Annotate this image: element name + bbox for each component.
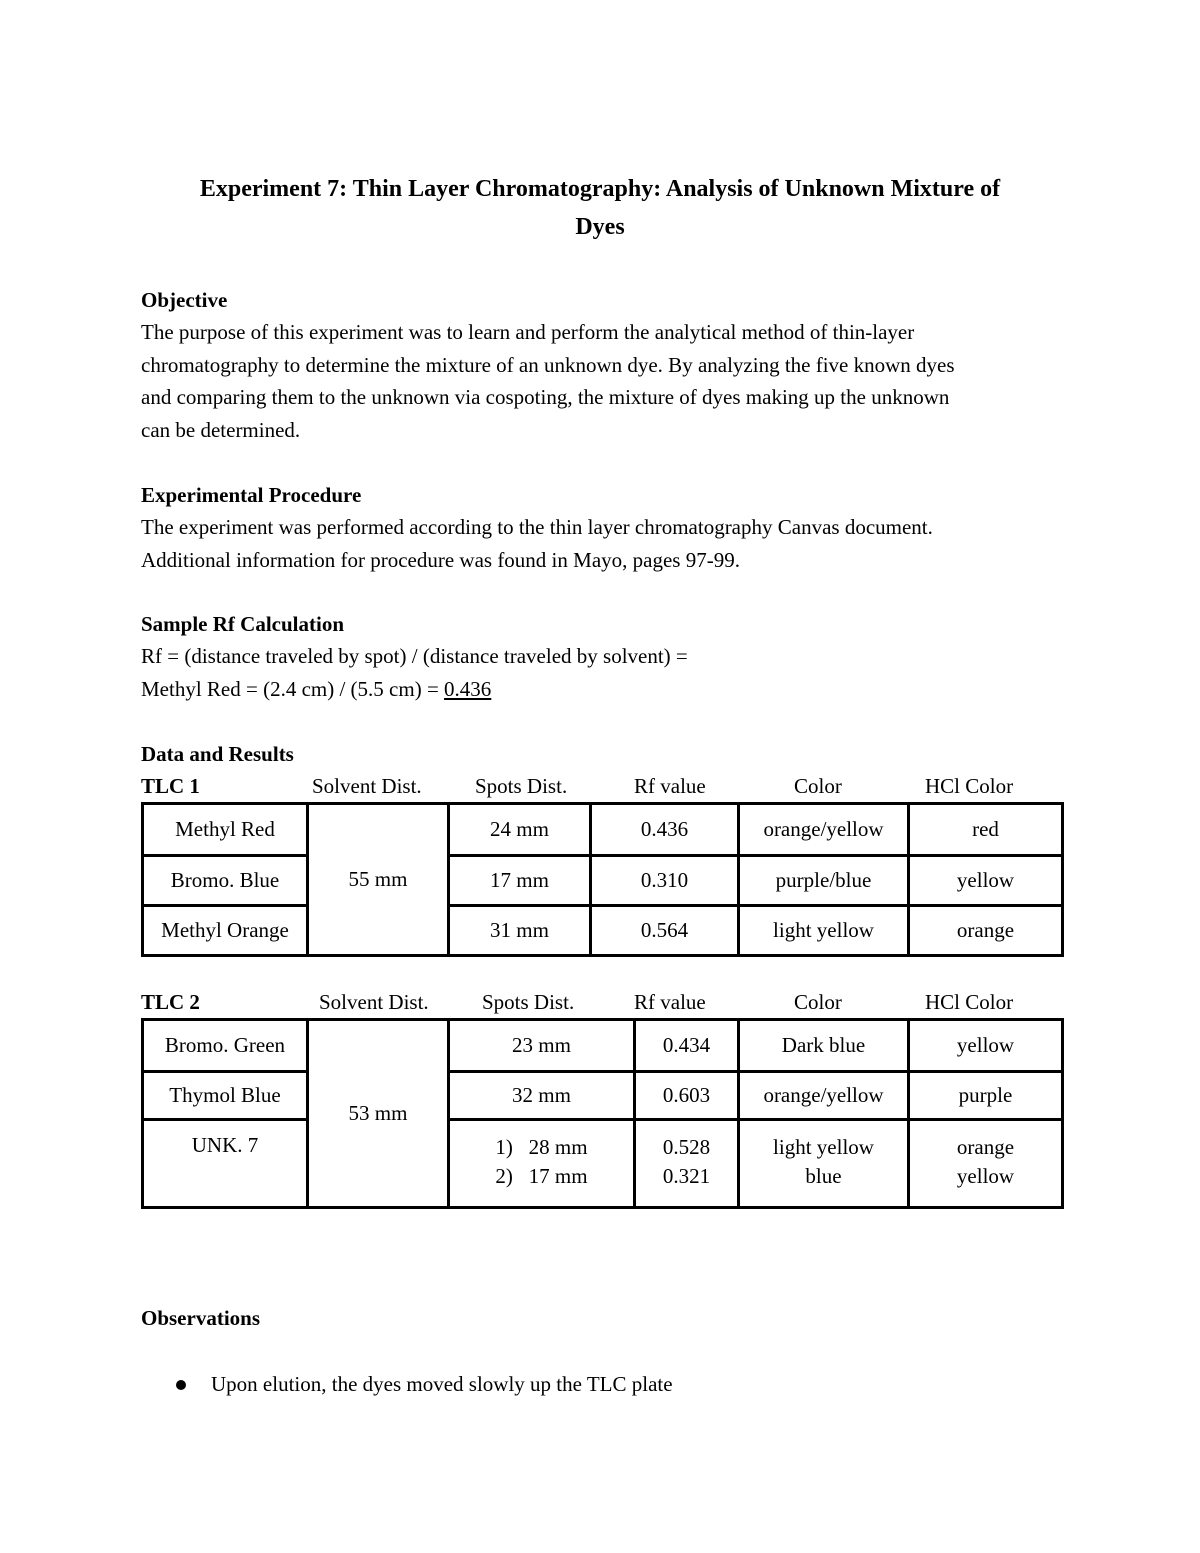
objective-line: can be determined. xyxy=(141,417,301,442)
unknown-hcl-1: orange xyxy=(956,1135,1015,1159)
unknown-rf-1: 0.528 xyxy=(662,1135,711,1159)
page-title xyxy=(150,170,1050,246)
table-row xyxy=(143,804,1063,856)
table-row xyxy=(143,1072,1063,1120)
rf-example xyxy=(141,673,1071,706)
procedure-line: Additional information for procedure was found in Mayo, pages 97-99. xyxy=(141,547,740,572)
dye-name-cell: Thymol Blue xyxy=(143,1072,308,1120)
hcl-color-cell xyxy=(909,1120,1063,1208)
rf-example-prefix: Methyl Red = (2.4 cm) / (5.5 cm) = xyxy=(141,676,445,701)
rf-formula: Rf = (distance traveled by spot) / (distance traveled by solvent) = xyxy=(141,644,688,668)
color-cell: Dark blue xyxy=(739,1020,909,1072)
unknown-color-1: light yellow xyxy=(773,1135,874,1159)
column-header-hcl: HCl Color xyxy=(925,774,1014,798)
rf-value-cell: 0.434 xyxy=(635,1020,739,1072)
objective-line: chromatography to determine the mixture of an unknown dye. By analyzing the five known dyes xyxy=(141,352,955,377)
column-header-solvent: Solvent Dist. xyxy=(319,990,429,1014)
rf-example-result: 0.436 xyxy=(444,676,492,701)
rf-value-cell: 0.564 xyxy=(591,906,739,956)
sample-calc-heading: Sample Rf Calculation xyxy=(141,612,345,636)
procedure-heading: Experimental Procedure xyxy=(141,483,362,507)
spot-distance-cell: 32 mm xyxy=(449,1072,635,1120)
objective-line: The purpose of this experiment was to learn and perform the analytical method of thin-layer xyxy=(141,320,915,344)
tlc2-header-row xyxy=(141,986,1061,1018)
solvent-distance-cell: 53 mm xyxy=(308,1020,449,1208)
observation-item: Upon elution, the dyes moved slowly up the TLC plate xyxy=(211,1372,673,1396)
column-header-color: Color xyxy=(794,774,842,798)
spot-distance-cell: 31 mm xyxy=(449,906,591,956)
spot-distance-cell: 17 mm xyxy=(449,856,591,906)
spot-distance-cell: 23 mm xyxy=(449,1020,635,1072)
table-row xyxy=(143,906,1063,956)
dye-name-cell: Methyl Orange xyxy=(143,906,308,956)
unknown-hcl-2: yellow xyxy=(956,1164,1015,1188)
color-cell: purple/blue xyxy=(739,856,909,906)
rf-value-cell: 0.436 xyxy=(591,804,739,856)
unknown-spot-1: 1) 28 mm xyxy=(495,1135,588,1159)
procedure-line: The experiment was performed according to the thin layer chromatography Canvas document. xyxy=(141,515,933,539)
objective-line: and comparing them to the unknown via cospoting, the mixture of dyes making up the unknown xyxy=(141,385,950,409)
tlc1-header-row xyxy=(141,770,1061,802)
color-cell: orange/yellow xyxy=(739,804,909,856)
unknown-rf-2: 0.321 xyxy=(662,1164,711,1188)
objective-paragraph xyxy=(141,316,1071,446)
column-header-solvent: Solvent Dist. xyxy=(312,774,422,798)
column-header-hcl: HCl Color xyxy=(925,990,1014,1014)
color-cell: light yellow xyxy=(739,906,909,956)
title-line-1: Experiment 7: Thin Layer Chromatography: Analysis of Unknown Mixture of xyxy=(199,176,1001,202)
hcl-color-cell: yellow xyxy=(909,856,1063,906)
tlc2-table xyxy=(141,1018,1064,1209)
rf-value-cell: 0.310 xyxy=(591,856,739,906)
spot-distance-cell xyxy=(449,1120,635,1208)
column-header-color: Color xyxy=(794,990,842,1014)
table-row xyxy=(143,1020,1063,1072)
tlc1-table xyxy=(141,802,1064,957)
objective-heading: Objective xyxy=(141,288,228,312)
column-header-rf: Rf value xyxy=(634,774,706,798)
tlc1-label: TLC 1 xyxy=(141,774,200,798)
column-header-spots: Spots Dist. xyxy=(475,774,568,798)
sample-calc-body xyxy=(141,640,1071,705)
dye-name-cell: Bromo. Green xyxy=(143,1020,308,1072)
column-header-spots: Spots Dist. xyxy=(482,990,575,1014)
observations-heading: Observations xyxy=(141,1306,261,1330)
table-row xyxy=(143,856,1063,906)
hcl-color-cell: yellow xyxy=(909,1020,1063,1072)
solvent-distance-cell: 55 mm xyxy=(308,804,449,956)
title-line-2: Dyes xyxy=(575,214,625,240)
unknown-spot-2: 2) 17 mm xyxy=(495,1164,588,1188)
bullet-icon xyxy=(176,1380,186,1390)
dye-name-cell: UNK. 7 xyxy=(143,1120,308,1208)
spot-distance-cell: 24 mm xyxy=(449,804,591,856)
hcl-color-cell: red xyxy=(909,804,1063,856)
rf-value-cell: 0.603 xyxy=(635,1072,739,1120)
tlc2-label: TLC 2 xyxy=(141,990,200,1014)
dye-name-cell: Bromo. Blue xyxy=(143,856,308,906)
color-cell xyxy=(739,1120,909,1208)
hcl-color-cell: purple xyxy=(909,1072,1063,1120)
rf-value-cell xyxy=(635,1120,739,1208)
unknown-color-2: blue xyxy=(805,1164,842,1188)
table-row-unknown xyxy=(143,1120,1063,1208)
data-results-heading: Data and Results xyxy=(141,742,294,766)
procedure-paragraph xyxy=(141,511,1071,576)
color-cell: orange/yellow xyxy=(739,1072,909,1120)
column-header-rf: Rf value xyxy=(634,990,706,1014)
hcl-color-cell: orange xyxy=(909,906,1063,956)
dye-name-cell: Methyl Red xyxy=(143,804,308,856)
